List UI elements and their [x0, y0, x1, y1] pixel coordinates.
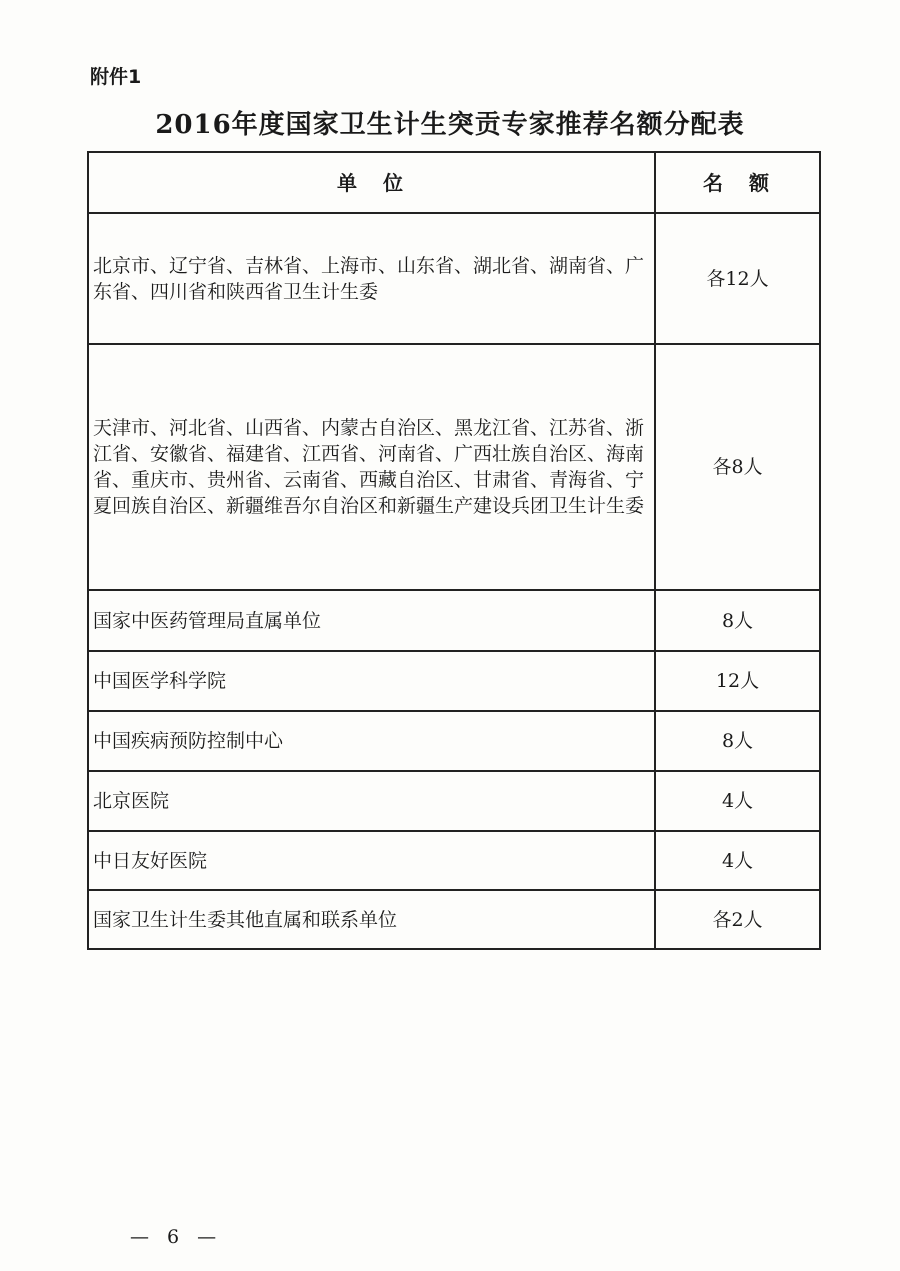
allocation-table — [87, 151, 821, 950]
row-unit: 中国医学科学院 — [88, 651, 655, 711]
table-row — [88, 890, 820, 949]
table-row — [88, 213, 820, 344]
row-unit: 北京医院 — [88, 771, 655, 831]
row-unit: 国家中医药管理局直属单位 — [88, 590, 655, 651]
row-quota: 8人 — [655, 711, 820, 771]
header-quota: 名 额 — [655, 152, 820, 213]
row-quota: 各8人 — [655, 344, 820, 590]
table-row — [88, 651, 820, 711]
table-header-row — [88, 152, 820, 213]
row-quota: 8人 — [655, 590, 820, 651]
row-unit: 中国疾病预防控制中心 — [88, 711, 655, 771]
row-unit: 国家卫生计生委其他直属和联系单位 — [88, 890, 655, 949]
row-quota: 12人 — [655, 651, 820, 711]
header-unit: 单 位 — [88, 152, 655, 213]
page-title: 2016年度国家卫生计生突贡专家推荐名额分配表 — [155, 110, 745, 140]
row-quota: 各12人 — [655, 213, 820, 344]
row-unit: 中日友好医院 — [88, 831, 655, 890]
row-quota: 各2人 — [655, 890, 820, 949]
table-row — [88, 590, 820, 651]
row-quota: 4人 — [655, 771, 820, 831]
attachment-label: 附件1 — [90, 66, 142, 88]
table-row — [88, 771, 820, 831]
row-unit: 天津市、河北省、山西省、内蒙古自治区、黑龙江省、江苏省、浙江省、安徽省、福建省、江西省、河南省、广西壮族自治区、海南省、重庆市、贵州省、云南省、西藏自治区、甘肃省、青海省、宁夏回族自治区、新疆维吾尔自治区和新疆生产建设兵团卫生计生委 — [88, 344, 655, 590]
table-row — [88, 711, 820, 771]
row-unit: 北京市、辽宁省、吉林省、上海市、山东省、湖北省、湖南省、广东省、四川省和陕西省卫生计生委 — [88, 213, 655, 344]
page-number: — 6 — — [130, 1226, 223, 1248]
row-quota: 4人 — [655, 831, 820, 890]
table-row — [88, 344, 820, 590]
table-row — [88, 831, 820, 890]
